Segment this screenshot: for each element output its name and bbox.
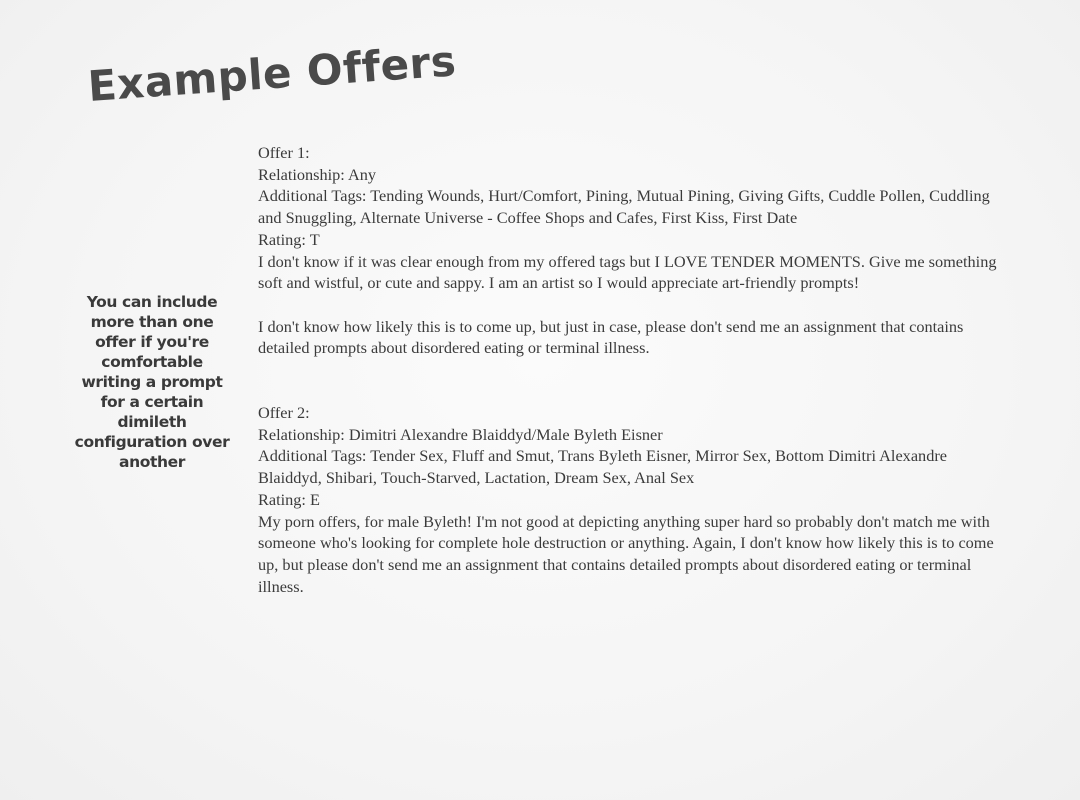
page-title: Example Offers xyxy=(86,36,458,111)
offer-rating: Rating: T xyxy=(258,229,320,249)
offer-note: My porn offers, for male Byleth! I'm not good at depicting anything super hard so probably don't match me with someone who's looking for complete hole destruction or anything. Again, I don't know how likely this is to come up, but please don't send me an assignment that contains detailed prompts about disordered eating or terminal illness. xyxy=(258,511,994,596)
offer-tags: Additional Tags: Tender Sex, Fluff and Smut, Trans Byleth Eisner, Mirror Sex, Bottom Dimitri Alexandre Blaiddyd, Shibari, Touch-Starved, Lactation, Dream Sex, Anal Sex xyxy=(258,446,947,488)
paragraph-gap xyxy=(258,294,998,316)
side-note: You can include more than one offer if you're comfortable writing a prompt for a certain dimileth configuration over another xyxy=(74,293,230,471)
offer-heading: Offer 1: xyxy=(258,143,310,162)
offer-relationship: Relationship: Dimitri Alexandre Blaiddyd/Male Byleth Eisner xyxy=(258,424,663,444)
offer-2 xyxy=(258,402,998,597)
offer-gap xyxy=(258,359,998,402)
offer-note: I don't know if it was clear enough from my offered tags but I LOVE TENDER MOMENTS. Give me something soft and wistful, or cute and sappy. I am an artist so I would appreciate art-friendly prompts! xyxy=(258,251,997,293)
offer-relationship: Relationship: Any xyxy=(258,164,377,184)
offer-tags: Additional Tags: Tending Wounds, Hurt/Comfort, Pining, Mutual Pining, Giving Gifts, Cuddle Pollen, Cuddling and Snuggling, Alternate Universe - Coffee Shops and Cafes, First Kiss, First Date xyxy=(258,186,990,228)
offer-rating: Rating: E xyxy=(258,489,320,509)
offers-text xyxy=(258,142,998,597)
offer-note: I don't know how likely this is to come up, but just in case, please don't send me an assignment that contains detailed prompts about disordered eating or terminal illness. xyxy=(258,316,964,358)
offer-1 xyxy=(258,142,998,359)
offer-heading: Offer 2: xyxy=(258,403,310,423)
